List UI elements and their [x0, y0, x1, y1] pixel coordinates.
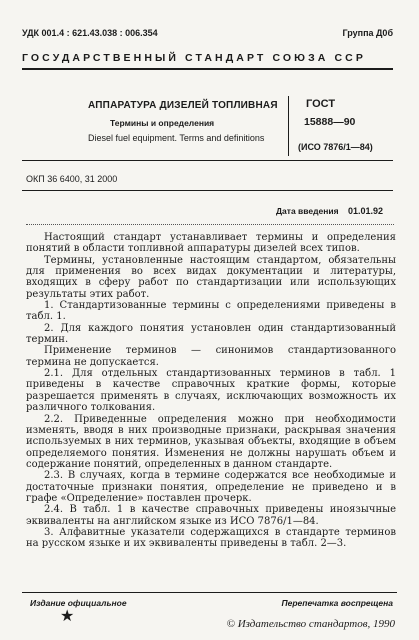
- copyright-notice: © Издательство стандартов, 1990: [226, 618, 395, 630]
- footer-rule: [22, 592, 397, 593]
- standard-header: ГОСУДАРСТВЕННЫЙ СТАНДАРТ СОЮЗА ССР: [22, 52, 366, 64]
- official-edition-label: Издание официальное: [30, 598, 127, 608]
- okp-code: ОКП 36 6400, 31 2000: [26, 174, 118, 184]
- document-body: [26, 232, 396, 550]
- english-title: Diesel fuel equipment. Terms and definitions: [88, 133, 265, 143]
- paragraph: Термины, установленные настоящим стандартом, обязательны для применения во всех видах документации и литературы, входящих в сферу работ по стандартизации или использующих результаты этих работ.: [26, 254, 396, 300]
- gost-number: 15888—90: [304, 116, 356, 128]
- udk-code: УДК 001.4 : 621.43.038 : 006.354: [22, 28, 158, 38]
- gost-label: ГОСТ: [306, 98, 336, 110]
- paragraph: 2.1. Для отдельных стандартизованных терминов в табл. 1 приведены в качестве справочных краткие формы, которые разрешается применять в случаях, исключающих возможность их различного толкования.: [26, 368, 396, 414]
- document-title: АППАРАТУРА ДИЗЕЛЕЙ ТОПЛИВНАЯ: [88, 100, 278, 111]
- document-subtitle: Термины и определения: [110, 118, 215, 128]
- effective-date-label: Дата введения: [276, 206, 339, 216]
- dotted-separator: [26, 224, 394, 225]
- okp-rule: [22, 190, 393, 191]
- group-code: Группа Д0б: [342, 28, 393, 38]
- effective-date-value: 01.01.92: [348, 206, 384, 216]
- title-divider: [288, 96, 289, 156]
- title-rule: [22, 160, 393, 161]
- paragraph: Настоящий стандарт устанавливает термины и определения понятий в области топливной аппаратуры дизелей всех типов.: [26, 232, 396, 255]
- iso-reference: (ИСО 7876/1—84): [298, 142, 373, 152]
- paragraph: 2.3. В случаях, когда в термине содержатся все необходимые и достаточные признаки понятия, определение не приведено и в графе «Определение» поставлен прочерк.: [26, 470, 396, 504]
- paragraph: 2.2. Приведенные определения можно при необходимости изменять, вводя в них производные признаки, раскрывая значения используемых в них терминов, указывая объекты, входящие в объем определяемого понятия. Изменения не должны нарушать объем и содержание понятий, определенных в данном стандарте.: [26, 413, 396, 470]
- header-rule: [22, 68, 393, 70]
- paragraph: 2. Для каждого понятия установлен один стандартизованный термин.: [26, 322, 396, 346]
- paragraph: Применение терминов — синонимов стандартизованного термина не допускается.: [26, 345, 396, 368]
- paragraph: 3. Алфавитные указатели содержащихся в стандарте терминов на русском языке и их эквиваленты приведены в табл. 2—3.: [26, 526, 396, 550]
- reprint-notice: Перепечатка воспрещена: [281, 598, 393, 608]
- paragraph: 1. Стандартизованные термины с определениями приведены в табл. 1.: [26, 300, 396, 323]
- star-icon: ★: [60, 606, 75, 625]
- paragraph: 2.4. В табл. 1 в качестве справочных приведены иноязычные эквиваленты на английском языке из ИСО 7876/1—84.: [26, 504, 396, 527]
